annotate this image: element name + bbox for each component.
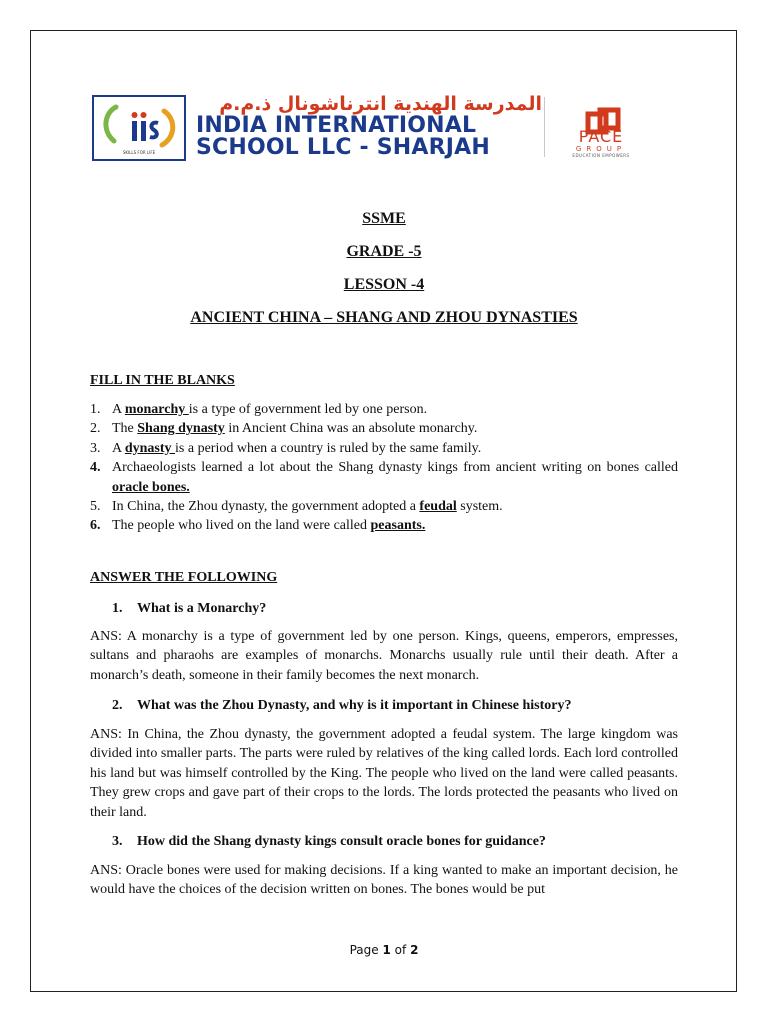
item-number: 2.: [90, 421, 101, 437]
question-text: How did the Shang dynasty kings consult oracle bones for guidance?: [137, 834, 546, 849]
page-current: 1: [382, 943, 391, 957]
item-text: A: [112, 402, 125, 417]
question-number: 3.: [112, 834, 123, 849]
question-1: [112, 599, 266, 618]
page-label: Page: [349, 943, 379, 957]
list-item: [90, 458, 678, 497]
iis-logo: [92, 95, 186, 161]
question-text: What is a Monarchy?: [137, 601, 267, 616]
item-text: In China, the Zhou dynasty, the government adopted a: [112, 499, 420, 515]
school-name-arabic: المدرسة الهندية انترناشونال ذ.م.م: [219, 93, 542, 115]
blank-answer: feudal: [419, 499, 457, 515]
question-number: 2.: [112, 698, 123, 713]
item-text: Archaeologists learned a lot about the Shang dynasty kings from ancient writing on bones called: [112, 460, 678, 476]
answer-1: ANS: A monarchy is a type of government led by one person. Kings, queens, emperors, empresses, sultans and pharaohs are examples of monarchs. Monarchs usually rule until their death. After a monarch’s death, someone in their family becomes the next monarch.: [90, 629, 678, 683]
pace-name: PACE: [578, 127, 624, 146]
item-number: 6.: [90, 518, 101, 534]
question-3: [112, 832, 546, 851]
item-text: The: [112, 421, 138, 437]
question-number: 1.: [112, 601, 123, 616]
blank-answer: Shang dynasty: [137, 421, 225, 437]
iis-logo-tagline: SKILLS FOR LIFE: [122, 150, 156, 155]
school-name-line1: INDIA INTERNATIONAL: [196, 113, 477, 138]
lesson-title: LESSON -4: [343, 276, 425, 293]
page-footer: [0, 943, 768, 957]
question-text: What was the Zhou Dynasty, and why is it important in Chinese history?: [137, 698, 572, 713]
question-2: [112, 696, 571, 715]
blank-answer: peasants.: [370, 518, 426, 534]
item-text: The people who lived on the land were called: [112, 518, 371, 534]
item-number: 5.: [90, 499, 101, 515]
fill-blanks-list: [90, 400, 678, 536]
topic-title: ANCIENT CHINA – SHANG AND ZHOU DYNASTIES: [190, 309, 578, 326]
list-item: [90, 419, 678, 438]
pace-group: GROUP: [575, 145, 627, 153]
item-text: is a period when a country is ruled by the same family.: [175, 440, 482, 456]
item-text: system.: [456, 499, 503, 515]
blank-answer: monarchy: [124, 402, 189, 417]
list-item: [90, 439, 678, 458]
list-item: [90, 400, 678, 419]
blank-answer: dynasty: [124, 440, 176, 456]
header-divider: [544, 97, 545, 157]
fill-blanks-heading: FILL IN THE BLANKS: [90, 373, 235, 388]
grade-title: GRADE -5: [346, 243, 422, 260]
list-item: [90, 516, 678, 535]
item-number: 1.: [90, 402, 101, 417]
item-number: 3.: [90, 440, 101, 456]
answer-following-heading: ANSWER THE FOLLOWING: [90, 570, 278, 585]
item-number: 4.: [90, 460, 101, 476]
school-name: [196, 115, 490, 159]
blank-answer: oracle bones.: [112, 479, 190, 495]
item-text: A: [112, 440, 125, 456]
of-label: of: [394, 943, 407, 957]
item-text: in Ancient China was an absolute monarchy.: [224, 421, 478, 437]
pace-tagline: EDUCATION EMPOWERS: [572, 153, 630, 158]
item-text: is a type of government led by one person.: [188, 402, 428, 417]
subject-title: SSME: [362, 210, 406, 227]
school-name-line2: SCHOOL LLC - SHARJAH: [196, 135, 490, 160]
list-item: [90, 497, 678, 516]
school-header: [92, 93, 647, 163]
answer-2: ANS: In China, the Zhou dynasty, the government adopted a feudal system. The large kingdom was divided into smaller parts. The parts were ruled by relatives of the king called lords. Each lord controlled his land but was himself controlled by the King. The people who lived on the land were called peasants. They grew crops and gave part of their crops to the lords. The lords protected the peasants who lived on their land.: [90, 727, 678, 820]
answer-3: ANS: Oracle bones were used for making decisions. If a king wanted to make an important decision, he would have the choices of the decision written on bones. The bones would be put: [90, 863, 678, 898]
page-total: 2: [410, 943, 419, 957]
